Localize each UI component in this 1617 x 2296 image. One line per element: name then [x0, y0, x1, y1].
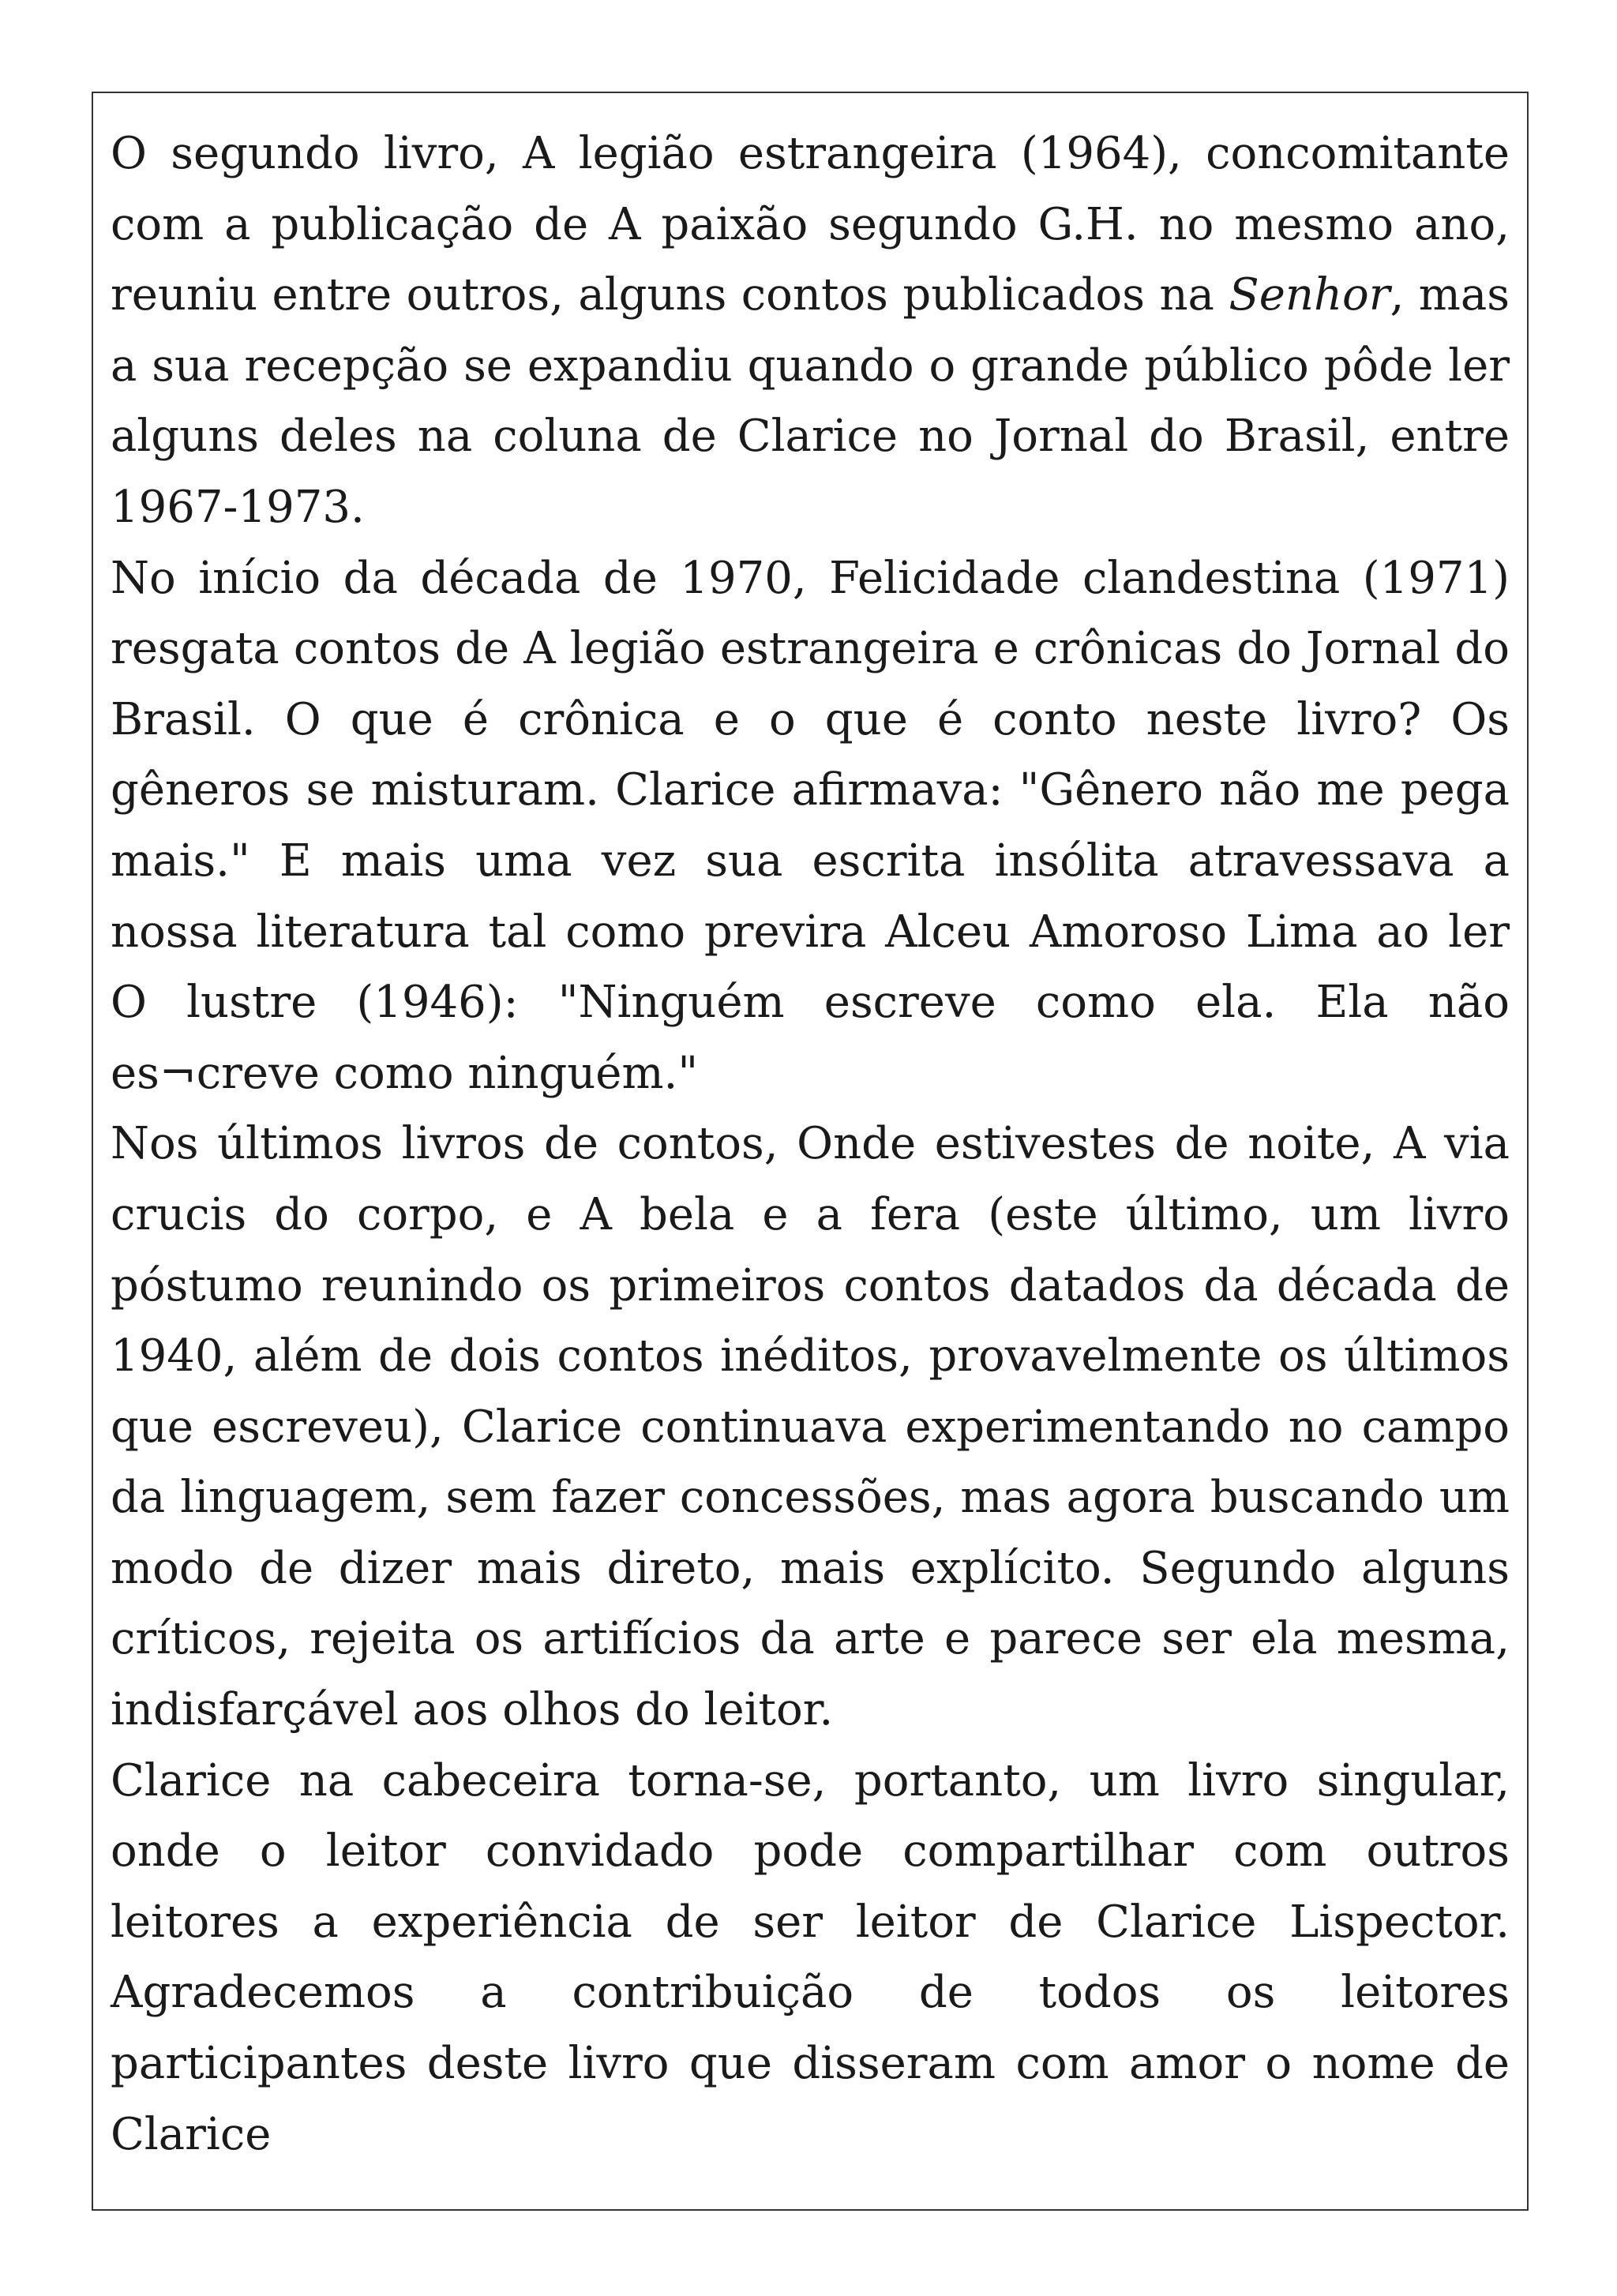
paragraph-2: No início da década de 1970, Felicidade clandestina (1971) resgata contos de A legião estrangeira e crônicas do Jornal do Brasil. O que é crônica e o que é conto neste livro? Os gêneros se misturam. Clarice afirmava: "Gênero não me pega mais." E mais uma vez sua escrita insólita atravessava a nossa literatura tal como previra Alceu Amoroso Lima ao ler O lustre (1946): "Ninguém escreve como ela. Ela não es¬creve como ninguém." — [111, 552, 1510, 1099]
paragraph-4: Clarice na cabeceira torna-se, portanto, um livro singular, onde o leitor convidado pode compartilhar com outros leitores a experiência de ser leitor de Clarice Lispector. Agradecemos a contribuição de todos os leitores participantes deste livro que disseram com amor o nome de Clarice — [111, 1754, 1510, 2160]
paragraph-1 — [111, 118, 1510, 543]
paragraph-1-text-b: , mas a sua recepção se expandiu quando o grande público pôde ler alguns deles na coluna de Clarice no Jornal do Brasil, entre 1967-1973. — [111, 269, 1510, 533]
magazine-title-senhor: Senhor — [1229, 269, 1390, 321]
paragraph-1-text-a: O segundo livro, A legião estrangeira (1964), concomitante com a publicação de A paixão segundo G.H. no mesmo ano, reuniu entre outros, alguns contos publicados na — [111, 128, 1510, 321]
document-body — [111, 118, 1510, 2170]
paragraph-3: Nos últimos livros de contos, Onde estivestes de noite, A via crucis do corpo, e A bela e a fera (este último, um livro póstumo reunindo os primeiros contos datados da década de 1940, além de dois contos inéditos, provavelmente os últimos que escreveu), Clarice continuava experimentando no campo da linguagem, sem fazer concessões, mas agora buscando um modo de dizer mais direto, mais explícito. Segundo alguns críticos, rejeita os artifícios da arte e parece ser ela mesma, indisfarçável aos olhos do leitor. — [111, 1118, 1510, 1736]
